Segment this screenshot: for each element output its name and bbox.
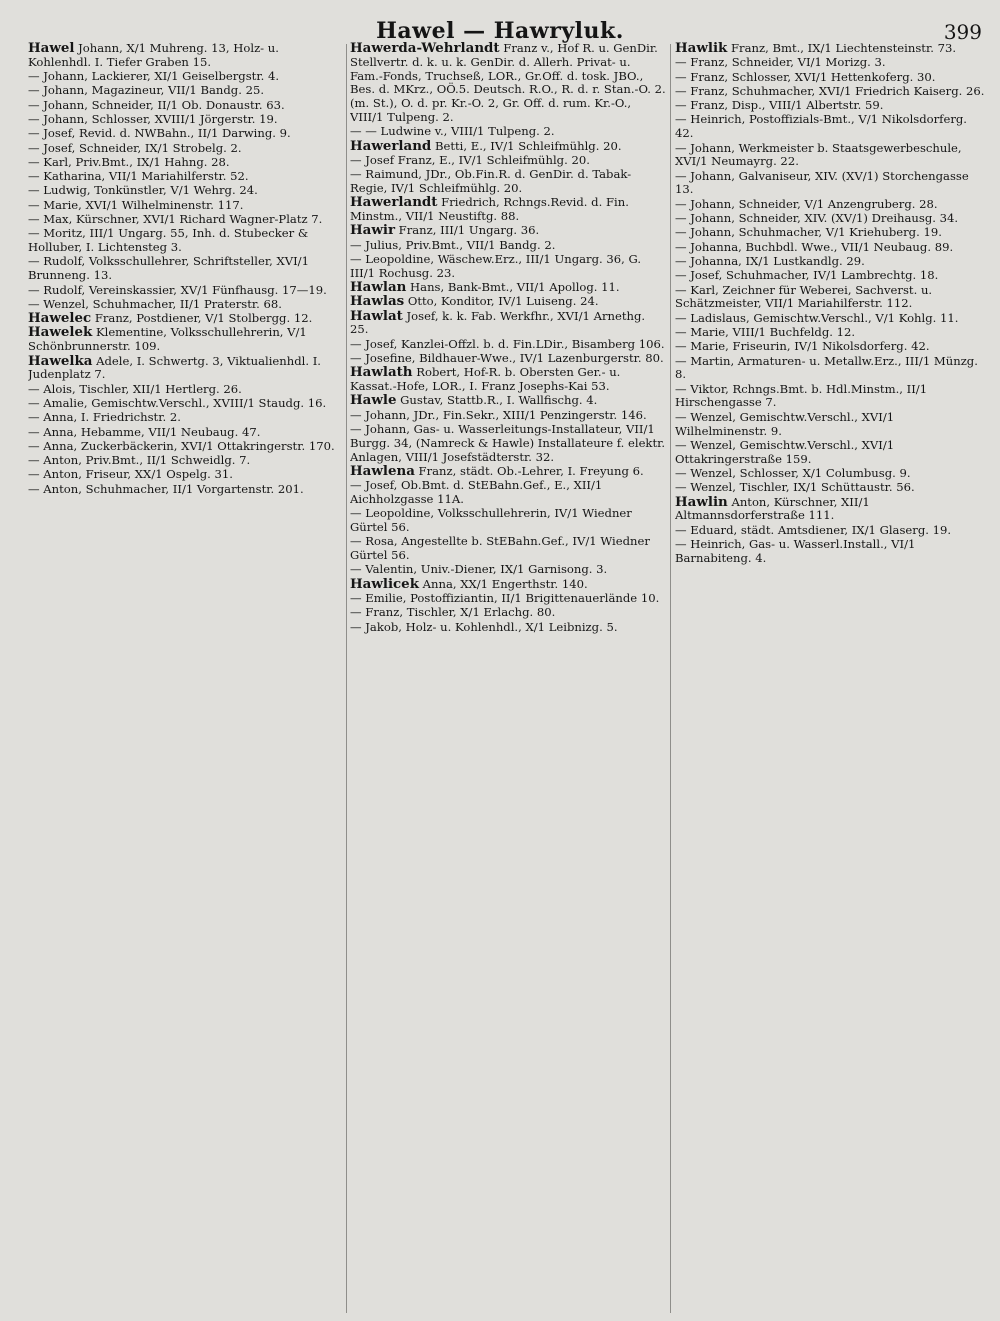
entry-text: Betti, E., IV/1 Schleifmühlg. 20. <box>431 138 622 153</box>
directory-entry <box>28 99 344 113</box>
entry-text: — Josef, Schuhmacher, IV/1 Lambrechtg. 18. <box>675 268 939 283</box>
entry-text: — Johann, Schneider, II/1 Ob. Donaustr. 63. <box>28 97 285 112</box>
directory-entry <box>675 269 985 283</box>
entry-text: — Josef, Schneider, IX/1 Strobelg. 2. <box>28 140 242 155</box>
directory-entry <box>350 253 666 281</box>
entry-text: — Viktor, Rchngs.Bmt. b. Hdl.Minstm., II/1 Hirschengasse 7. <box>675 381 928 410</box>
entry-text: Franz v., Hof R. u. GenDir. Stellvertr. d. k. u. k. GenDir. d. Allerh. Privat- u. Fam.-Fonds, Truchseß, LOR., Gr.Off. d. tosk. JBO., Bes. d. MKrz., OÖ.5. Deutsch. R.O., R. d. r. Stan.-O. 2. (m. St.), O. d. pr. Kr.-O. 2, Gr. Off. d. rum. Kr.-O., VIII/1 Tulpeng. 2. <box>350 42 666 124</box>
entry-text: — Johanna, IX/1 Lustkandlg. 29. <box>675 253 865 268</box>
entry-surname: Hawlin <box>675 493 728 510</box>
entry-text: — Marie, XVI/1 Wilhelminenstr. 117. <box>28 197 244 212</box>
directory-entry <box>350 366 666 394</box>
entry-text: — Anna, Zuckerbäckerin, XVI/1 Ottakringerstr. 170. <box>28 438 335 453</box>
entry-text: — Raimund, JDr., Ob.Fin.R. d. GenDir. d. Tabak-Regie, IV/1 Schleifmühlg. 20. <box>350 167 632 195</box>
directory-entry <box>350 592 666 606</box>
directory-entry <box>675 284 985 312</box>
directory-entry <box>28 156 344 170</box>
entry-text: Johann, X/1 Muhreng. 13, Holz- u. Kohlenhdl. I. Tiefer Graben 15. <box>28 42 279 69</box>
entry-text: — Rudolf, Volksschullehrer, Schriftsteller, XVI/1 Brunneng. 13. <box>28 254 309 283</box>
directory-entry <box>675 439 985 467</box>
entry-surname: Hawerda-Wehrlandt <box>350 42 500 56</box>
entry-text: — Josef Franz, E., IV/1 Schleifmühlg. 20. <box>350 152 590 167</box>
entry-text: — Rudolf, Vereinskassier, XV/1 Fünfhausg. 17—19. <box>28 282 327 297</box>
entry-text: — Marie, VIII/1 Buchfeldg. 12. <box>675 324 856 339</box>
entry-text: — Moritz, III/1 Ungarg. 55, Inh. d. Stubecker & Holluber, I. Lichtensteg 3. <box>28 226 309 255</box>
directory-entry <box>28 284 344 298</box>
directory-entry <box>350 575 666 592</box>
entry-text: — Franz, Tischler, X/1 Erlachg. 80. <box>350 605 556 620</box>
entry-text: — Wenzel, Tischler, IX/1 Schüttaustr. 56. <box>675 480 915 495</box>
directory-entry <box>675 42 985 56</box>
directory-entry <box>28 113 344 127</box>
directory-entry <box>28 70 344 84</box>
directory-entry <box>28 454 344 468</box>
entry-text: — Josefine, Bildhauer-Wwe., IV/1 Lazenburgerstr. 80. <box>350 351 664 366</box>
directory-entry <box>675 212 985 226</box>
directory-entry <box>675 538 985 566</box>
entry-text: Franz, städt. Ob.-Lehrer, I. Freyung 6. <box>414 463 644 478</box>
directory-entry <box>28 84 344 98</box>
directory-entry <box>28 42 344 70</box>
directory-entry <box>675 255 985 269</box>
entry-text: — Julius, Priv.Bmt., VII/1 Bandg. 2. <box>350 237 556 252</box>
page-number: 399 <box>943 20 982 44</box>
entry-text: — Heinrich, Postoffizials-Bmt., V/1 Nikolsdorferg. 42. <box>675 112 967 141</box>
entry-text: — Johann, Gas- u. Wasserleitungs-Installateur, VII/1 Burgg. 34, (Namreck & Hawle) Installateure f. elektr. Anlagen, VIII/1 Josefstädterstr. 32. <box>350 422 666 464</box>
entry-text: — Johann, Magazineur, VII/1 Bandg. 25. <box>28 83 265 98</box>
entry-surname: Hawlicek <box>350 575 419 592</box>
entry-text: — Wenzel, Schlosser, X/1 Columbusg. 9. <box>675 465 911 480</box>
entry-surname: Hawlat <box>350 307 403 324</box>
directory-entry <box>675 340 985 354</box>
entry-text: Franz, Bmt., IX/1 Liechtensteinstr. 73. <box>727 42 957 55</box>
entry-text: — Valentin, Univ.-Diener, IX/1 Garnisong. 3. <box>350 562 608 577</box>
entry-surname: Hawlik <box>675 42 728 56</box>
page-title: Hawel — Hawryluk. <box>376 18 624 44</box>
directory-entry <box>28 326 344 354</box>
entry-text: Franz, III/1 Ungarg. 36. <box>395 223 540 238</box>
directory-column-1 <box>28 42 344 1313</box>
entry-text: — Karl, Priv.Bmt., IX/1 Hahng. 28. <box>28 154 230 169</box>
directory-entry <box>350 394 666 408</box>
entry-text: Anna, XX/1 Engerthstr. 140. <box>418 576 588 591</box>
entry-text: — Wenzel, Gemischtw.Verschl., XVI/1 Wilhelminenstr. 9. <box>675 409 895 438</box>
entry-surname: Hawlath <box>350 364 413 381</box>
directory-entry <box>28 483 344 497</box>
entry-text: — Leopoldine, Volksschullehrerin, IV/1 Wiedner Gürtel 56. <box>350 506 632 535</box>
directory-column-3 <box>675 42 985 1313</box>
entry-text: — Heinrich, Gas- u. Wasserl.Install., VI/1 Barnabiteng. 4. <box>675 536 916 565</box>
entry-text: — Wenzel, Schuhmacher, II/1 Praterstr. 68. <box>28 296 282 311</box>
entry-text: — Wenzel, Gemischtw.Verschl., XVI/1 Ottakringerstraße 159. <box>675 437 895 466</box>
directory-entry <box>28 184 344 198</box>
directory-entry <box>350 535 666 563</box>
entry-text: — Johanna, Buchbdl. Wwe., VII/1 Neubaug. 89. <box>675 239 954 254</box>
entry-text: — Johann, Schneider, XIV. (XV/1) Dreihausg. 34. <box>675 211 959 226</box>
entry-text: — Anton, Schuhmacher, II/1 Vorgartenstr. 201. <box>28 481 304 496</box>
directory-entry <box>350 338 666 352</box>
entry-text: — Eduard, städt. Amtsdiener, IX/1 Glaserg. 19. <box>675 522 952 537</box>
entry-text: — Anton, Friseur, XX/1 Ospelg. 31. <box>28 467 233 482</box>
directory-entry <box>675 493 985 524</box>
entry-text: Anton, Kürschner, XII/1 Altmannsdorferstraße 111. <box>675 494 870 523</box>
directory-column-2 <box>350 42 666 1313</box>
directory-entry <box>28 127 344 141</box>
directory-entry <box>350 196 666 224</box>
entry-text: — Franz, Schneider, VI/1 Morizg. 3. <box>675 55 886 70</box>
directory-entry <box>675 142 985 170</box>
entry-text: — Emilie, Postoffiziantin, II/1 Brigittenauerlände 10. <box>350 591 660 606</box>
directory-entry <box>350 307 666 338</box>
entry-text: — Josef, Revid. d. NWBahn., II/1 Darwing. 9. <box>28 126 291 141</box>
entry-text: — Franz, Schuhmacher, XVI/1 Friedrich Kaiserg. 26. <box>675 83 985 98</box>
entry-text: — Anton, Priv.Bmt., II/1 Schweidlg. 7. <box>28 453 251 468</box>
entry-text: — Alois, Tischler, XII/1 Hertlerg. 26. <box>28 381 242 396</box>
entry-text: — Johann, Schneider, V/1 Anzengruberg. 28. <box>675 196 938 211</box>
entry-text: — Johann, JDr., Fin.Sekr., XIII/1 Penzingerstr. 146. <box>350 407 647 422</box>
directory-entry <box>675 355 985 383</box>
entry-text: — Martin, Armaturen- u. Metallw.Erz., III/1 Münzg. 8. <box>675 353 978 382</box>
directory-entry <box>350 507 666 535</box>
entry-surname: Hawle <box>350 392 397 409</box>
column-divider <box>670 44 671 1313</box>
entry-text: — Katharina, VII/1 Mariahilferstr. 52. <box>28 169 249 184</box>
directory-entry <box>675 524 985 538</box>
directory-entry <box>350 224 666 238</box>
directory-entry <box>350 479 666 507</box>
directory-entry <box>350 409 666 423</box>
entry-text: — Amalie, Gemischtw.Verschl., XVIII/1 Staudg. 16. <box>28 395 327 410</box>
entry-surname: Hawel <box>28 42 75 56</box>
entry-text: Hans, Bank-Bmt., VII/1 Apollog. 11. <box>406 280 620 295</box>
entry-text: — Johann, Schlosser, XVIII/1 Jörgerstr. 19. <box>28 111 278 126</box>
entry-text: — Ladislaus, Gemischtw.Verschl., V/1 Kohlg. 11. <box>675 310 959 325</box>
entry-surname: Hawelek <box>28 324 93 341</box>
entry-text: — — Ludwine v., VIII/1 Tulpeng. 2. <box>350 124 555 139</box>
directory-entry <box>675 226 985 240</box>
entry-surname: Hawir <box>350 222 395 239</box>
directory-entry <box>28 352 344 383</box>
entry-text: Josef, k. k. Fab. Werkfhr., XVI/1 Arnethg. 25. <box>350 308 646 337</box>
directory-entry <box>675 170 985 198</box>
entry-text: Klementine, Volksschullehrerin, V/1 Schönbrunnerstr. 109. <box>28 325 307 354</box>
directory-entry <box>675 56 985 70</box>
directory-entry <box>28 383 344 397</box>
entry-text: — Franz, Disp., VIII/1 Albertstr. 59. <box>675 98 884 113</box>
entry-text: Otto, Konditor, IV/1 Luiseng. 24. <box>404 294 599 309</box>
entry-text: — Johann, Schuhmacher, V/1 Kriehuberg. 19. <box>675 225 942 240</box>
directory-entry <box>350 154 666 168</box>
directory-entry <box>675 383 985 411</box>
directory-entry <box>675 411 985 439</box>
directory-entry <box>675 467 985 481</box>
entry-text: — Rosa, Angestellte b. StEBahn.Gef., IV/1 Wiedner Gürtel 56. <box>350 534 650 563</box>
entry-text: Friedrich, Rchngs.Revid. d. Fin. Minstm., VII/1 Neustiftg. 88. <box>350 195 629 224</box>
entry-text: — Jakob, Holz- u. Kohlenhdl., X/1 Leibnizg. 5. <box>350 619 618 634</box>
directory-entry <box>675 71 985 85</box>
entry-text: — Johann, Galvaniseur, XIV. (XV/1) Storchengasse 13. <box>675 168 969 197</box>
directory-entry <box>350 137 666 154</box>
entry-text: — Leopoldine, Wäschew.Erz., III/1 Ungarg. 36, G. III/1 Rochusg. 23. <box>350 251 642 280</box>
entry-text: Gustav, Stattb.R., I. Wallfischg. 4. <box>396 393 598 408</box>
directory-entry <box>350 423 666 464</box>
entry-text: — Anna, Hebamme, VII/1 Neubaug. 47. <box>28 424 261 439</box>
entry-text: — Anna, I. Friedrichstr. 2. <box>28 410 181 425</box>
directory-entry <box>350 239 666 253</box>
entry-text: — Josef, Kanzlei-Offzl. b. d. Fin.LDir., Bisamberg 106. <box>350 336 665 351</box>
entry-surname: Hawlas <box>350 293 405 310</box>
directory-entry <box>675 326 985 340</box>
directory-entry <box>675 85 985 99</box>
directory-entry <box>28 397 344 411</box>
directory-entry <box>675 198 985 212</box>
directory-entry <box>28 426 344 440</box>
entry-surname: Hawelka <box>28 352 93 369</box>
directory-entry <box>675 312 985 326</box>
entry-text: Franz, Postdiener, V/1 Stolbergg. 12. <box>91 311 313 326</box>
directory-entry <box>28 468 344 482</box>
directory-entry <box>350 606 666 620</box>
entry-text: — Max, Kürschner, XVI/1 Richard Wagner-Platz 7. <box>28 212 323 227</box>
directory-entry <box>28 255 344 283</box>
directory-entry <box>28 199 344 213</box>
directory-entry <box>350 621 666 635</box>
directory-entry <box>350 462 666 479</box>
directory-entry <box>28 213 344 227</box>
directory-entry <box>28 142 344 156</box>
entry-text: — Ludwig, Tonkünstler, V/1 Wehrg. 24. <box>28 183 258 198</box>
entry-surname: Hawerlandt <box>350 194 438 211</box>
directory-entry <box>350 42 666 125</box>
directory-entry <box>28 227 344 255</box>
directory-entry <box>675 113 985 141</box>
column-divider <box>346 44 347 1313</box>
entry-text: Adele, I. Schwertg. 3, Viktualienhdl. I. Judenplatz 7. <box>28 353 321 382</box>
entry-text: — Marie, Friseurin, IV/1 Nikolsdorferg. 42. <box>675 339 930 354</box>
entry-surname: Hawelec <box>28 310 92 327</box>
entry-text: — Karl, Zeichner für Weberei, Sachverst. u. Schätzmeister, VII/1 Mariahilferstr. 112. <box>675 282 933 311</box>
entry-text: — Johann, Werkmeister b. Staatsgewerbeschule, XVI/1 Neumayrg. 22. <box>675 140 962 169</box>
entry-text: — Josef, Ob.Bmt. d. StEBahn.Gef., E., XII/1 Aichholzgasse 11A. <box>350 478 603 506</box>
entry-text: — Franz, Schlosser, XVI/1 Hettenkoferg. 30. <box>675 69 936 84</box>
directory-entry <box>675 99 985 113</box>
directory-entry <box>28 411 344 425</box>
entry-surname: Hawlena <box>350 462 415 479</box>
entry-surname: Hawerland <box>350 137 432 154</box>
directory-entry <box>28 440 344 454</box>
entry-surname: Hawlan <box>350 279 407 296</box>
directory-entry <box>350 168 666 196</box>
directory-entry <box>28 170 344 184</box>
entry-text: Robert, Hof-R. b. Obersten Ger.- u. Kassat.-Hofe, LOR., I. Franz Josephs-Kai 53. <box>350 365 621 394</box>
entry-text: — Johann, Lackierer, XI/1 Geiselbergstr. 4. <box>28 69 280 84</box>
directory-entry <box>675 241 985 255</box>
